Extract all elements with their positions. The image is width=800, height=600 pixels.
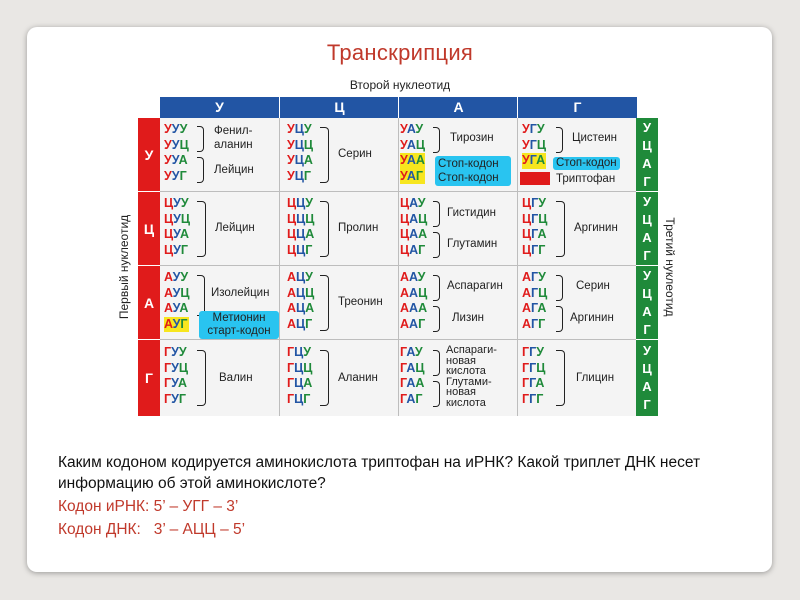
codon: ГЦГ: [287, 391, 311, 406]
bracket: [433, 350, 440, 376]
codon: ЦАГ: [400, 242, 426, 257]
bracket: [197, 157, 204, 183]
row-header-g: Г: [138, 340, 160, 416]
third-letter: Ц: [642, 285, 652, 301]
column-header-a: А: [398, 97, 518, 118]
amino-acid-group: [446, 345, 497, 408]
codon: ГУА: [164, 376, 187, 390]
codon: АЦА: [287, 301, 315, 315]
amino-acid-label: кислота: [446, 365, 486, 377]
codon: ЦГГ: [522, 242, 546, 257]
column-header-c: Ц: [279, 97, 399, 118]
codon: УЦЦ: [287, 137, 314, 152]
codon: ЦАЦ: [400, 211, 428, 226]
bracket: [556, 127, 563, 153]
codon-list-au: [164, 270, 189, 332]
bracket: [197, 201, 206, 257]
bracket: [556, 350, 565, 406]
amino-acid-label: Метионин: [212, 312, 266, 324]
codon: ГГГ: [522, 391, 544, 406]
amino-acid-label: кислота: [446, 396, 486, 409]
third-letter: Ц: [642, 137, 652, 153]
amino-acid-label: Аспарагин: [447, 280, 503, 292]
third-letter: А: [642, 155, 652, 171]
amino-acid-label: Триптофан: [556, 173, 616, 185]
row-header-u: У: [138, 118, 160, 191]
codon: ГУГ: [164, 391, 186, 406]
third-letter: А: [642, 303, 652, 319]
codon: АЦЦ: [287, 285, 315, 300]
start-codon-highlight: [199, 311, 279, 339]
codon: ЦАУ: [400, 196, 426, 210]
third-letter: Ц: [642, 211, 652, 227]
amino-acid-label: Глутамин: [447, 238, 498, 250]
codon: УЦУ: [287, 122, 312, 136]
third-letter: У: [642, 267, 652, 283]
codon: ГЦА: [287, 376, 313, 390]
codon: УГЦ: [522, 137, 547, 152]
slide-title: Транскрипция: [326, 40, 474, 65]
codon-list-cc: [287, 196, 314, 258]
grid-divider: [160, 339, 636, 340]
third-letter: А: [642, 229, 652, 245]
amino-acid-label: Серин: [576, 280, 610, 292]
codon: ЦГЦ: [522, 211, 548, 226]
codon: УГА: [522, 153, 546, 167]
codon: УАГ: [400, 169, 425, 185]
grid-divider: [160, 265, 636, 266]
codon: ЦЦЦ: [287, 211, 315, 226]
codon: ГГЦ: [522, 360, 546, 375]
codon-list-ga: [400, 345, 424, 407]
third-letter: Г: [643, 247, 651, 263]
bracket: [556, 306, 563, 332]
amino-acid-label: Стоп-кодон: [438, 158, 499, 170]
codon: АУЦ: [164, 285, 190, 300]
codon: ЦАА: [400, 227, 428, 241]
answer-mrna: Кодон иРНК: 5’ – УГГ – 3’: [58, 498, 239, 515]
stop-codon-highlight: [435, 156, 511, 186]
codon: ЦЦГ: [287, 242, 313, 257]
bracket: [433, 381, 440, 407]
codon: УУГ: [164, 168, 187, 183]
bracket: [556, 275, 563, 301]
codon: ГГУ: [522, 345, 544, 359]
codon-list-uu: [164, 122, 189, 184]
codon: ГАА: [400, 376, 425, 390]
bracket: [320, 275, 329, 331]
codon: АГЦ: [522, 285, 548, 300]
codon: ГЦУ: [287, 345, 312, 359]
row-header-a: А: [138, 266, 160, 339]
amino-acid-label: Пролин: [338, 222, 379, 234]
amino-acid-label: Стоп-кодон: [553, 157, 620, 170]
codon: АГА: [522, 301, 547, 315]
third-letter: У: [642, 119, 652, 135]
first-nucleotide-label: Первый нуклеотид: [117, 214, 131, 320]
third-letters-row-a: [636, 266, 658, 339]
amino-acid-label: Лейцин: [214, 164, 254, 176]
amino-acid-label: Стоп-кодон: [438, 172, 499, 184]
third-letters-row-g: [636, 340, 658, 416]
bracket: [433, 201, 440, 227]
third-letter: А: [642, 379, 652, 394]
bracket: [320, 127, 329, 183]
codon: ААГ: [400, 316, 426, 331]
codon-list-gg: [522, 345, 545, 407]
amino-acid-label: новая: [446, 354, 476, 367]
codon: ААЦ: [400, 285, 428, 300]
codon-list-gc: [287, 345, 312, 407]
grid-divider: [160, 191, 636, 192]
codon: ГАГ: [400, 391, 423, 406]
codon: ЦГУ: [522, 196, 547, 210]
answer-dna: Кодон ДНК: 3’ – АЦЦ – 5’: [58, 521, 246, 538]
amino-acid-label: Аланин: [338, 372, 378, 384]
third-letter: Г: [643, 321, 651, 337]
codon: УАА: [400, 153, 425, 167]
amino-acid-label: новая: [446, 386, 476, 398]
tryptophan-codon-marker: [520, 172, 550, 185]
codon: АУА: [164, 301, 189, 315]
amino-acid-label: Тирозин: [450, 132, 494, 144]
codon: АЦУ: [287, 270, 313, 284]
codon: УЦГ: [287, 168, 312, 183]
codon: ЦУУ: [164, 196, 189, 210]
bracket: [197, 126, 204, 152]
codon: ЦЦУ: [287, 196, 314, 210]
codon-list-ca: [400, 196, 427, 258]
amino-acid-label: Аргинин: [574, 222, 618, 234]
codon-list-ac: [287, 270, 314, 332]
codon: АЦГ: [287, 316, 313, 331]
third-letter: Г: [643, 173, 651, 189]
amino-acid-label: Серин: [338, 148, 372, 160]
amino-acid-label: Глутами-: [446, 375, 492, 388]
codon: АУУ: [164, 270, 189, 284]
third-letters-row-c: [636, 192, 658, 265]
codon: ГЦЦ: [287, 360, 313, 375]
bracket: [320, 201, 329, 257]
third-nucleotide-label: Третий нуклеотид: [663, 217, 677, 317]
amino-acid-label: Изолейцин: [211, 287, 270, 299]
row-header-c: Ц: [138, 192, 160, 265]
amino-acid-label: Фенил-: [214, 125, 253, 137]
column-header-u: У: [160, 97, 279, 118]
codon: УЦА: [287, 153, 313, 167]
codon: УУЦ: [164, 137, 189, 152]
column-header-g: Г: [517, 97, 637, 118]
amino-acid-label: Лейцин: [215, 222, 255, 234]
bracket: [320, 350, 329, 406]
amino-acid-label: Валин: [219, 372, 253, 384]
codon-list-cg: [522, 196, 547, 258]
third-letter: Г: [643, 397, 651, 412]
third-letter: У: [642, 343, 652, 358]
codon: ААУ: [400, 270, 426, 284]
amino-acid-label: аланин: [214, 139, 253, 151]
grid-divider: [279, 118, 280, 416]
codon: УУА: [164, 153, 188, 167]
codon: ЦУГ: [164, 242, 189, 257]
grid-divider: [398, 118, 399, 416]
amino-acid-label: Аргинин: [570, 312, 614, 324]
codon-list-cu: [164, 196, 190, 258]
codon: ГУЦ: [164, 360, 189, 375]
amino-acid-label: Глицин: [576, 372, 615, 384]
bracket: [556, 201, 565, 257]
amino-acid-label: Цистеин: [572, 132, 617, 144]
grid-divider: [517, 118, 518, 416]
amino-acid-label: Гистидин: [447, 207, 496, 219]
third-letter: У: [642, 193, 652, 209]
codon: АУГ: [164, 317, 189, 333]
amino-acid-label: Аспараги-: [446, 344, 497, 356]
second-nucleotide-label: Второй нуклеотид: [349, 78, 451, 92]
codon: АГУ: [522, 270, 546, 284]
codon: ГУУ: [164, 345, 187, 359]
bracket: [197, 275, 205, 316]
amino-acid-label: Лизин: [452, 312, 485, 324]
bracket: [433, 127, 440, 153]
codon-list-gu: [164, 345, 188, 407]
bracket: [433, 232, 440, 258]
codon-list-ag: [522, 270, 547, 332]
codon-list-uc: [287, 122, 313, 184]
codon: УГУ: [522, 122, 545, 136]
codon: УУУ: [164, 122, 188, 136]
codon: ГГА: [522, 376, 545, 390]
codon: ЦЦА: [287, 227, 315, 241]
amino-acid-label: Треонин: [338, 296, 383, 308]
codon: УАУ: [400, 122, 424, 136]
codon: ГАЦ: [400, 360, 425, 375]
third-letter: Ц: [642, 361, 652, 376]
bracket: [197, 350, 206, 406]
codon: УАЦ: [400, 137, 426, 152]
bracket: [433, 306, 440, 332]
codon-list-ug: [522, 122, 546, 169]
codon: ЦГА: [522, 227, 547, 241]
codon-list-aa: [400, 270, 427, 332]
codon: ЦУА: [164, 227, 190, 241]
codon: АГГ: [522, 316, 546, 331]
question-text: Каким кодоном кодируется аминокислота триптофан на иРНК? Какой триплет ДНК несет информацию об этой аминокислоте?: [58, 454, 701, 492]
codon: ЦУЦ: [164, 211, 191, 226]
codon: ААА: [400, 301, 428, 315]
codon-list-ua: [400, 122, 425, 184]
bracket: [433, 275, 440, 301]
codon: ГАУ: [400, 345, 423, 359]
amino-acid-label: старт-кодон: [207, 325, 271, 337]
third-letters-row-u: [636, 118, 658, 191]
